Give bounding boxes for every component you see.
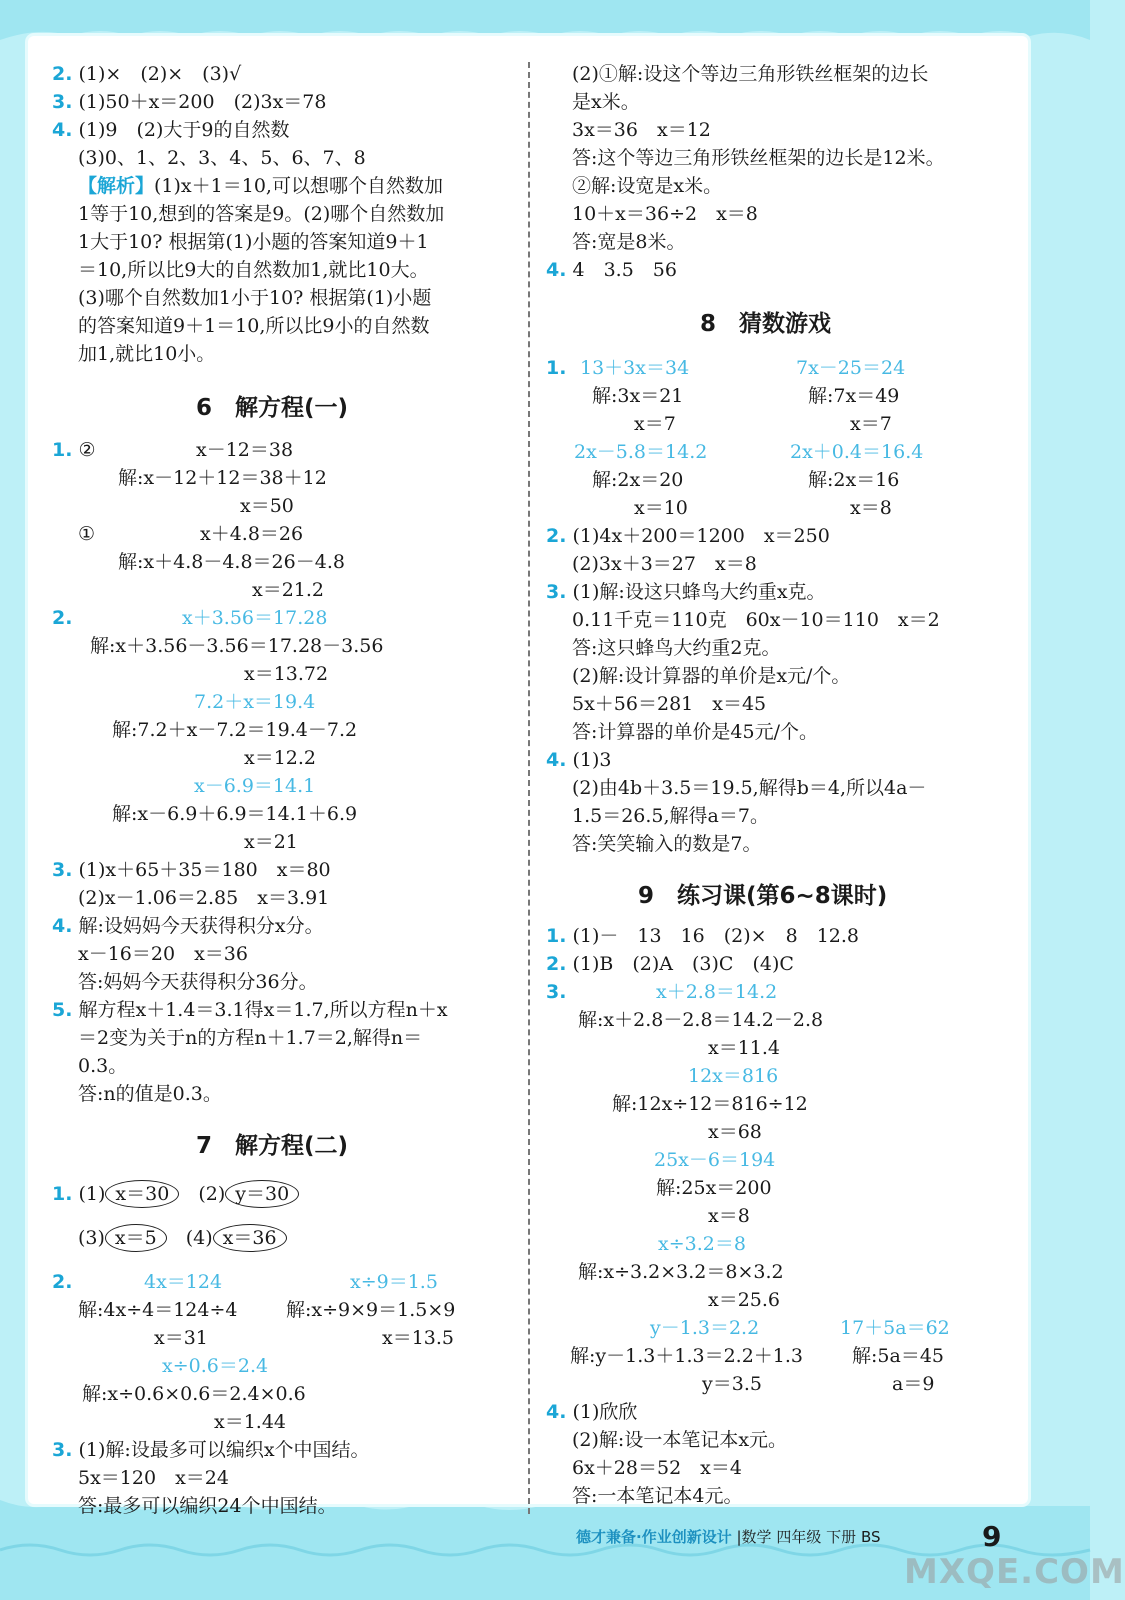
circled-answer: y＝30 bbox=[225, 1180, 299, 1208]
question-number: 5. bbox=[52, 999, 73, 1021]
answer-text: 4 3.5 56 bbox=[572, 259, 677, 281]
question-number-label: 1. bbox=[52, 439, 73, 461]
answer-text: (1)欣欣 bbox=[572, 1401, 638, 1423]
question-3-answer bbox=[52, 858, 331, 882]
answer-text: (1)3 bbox=[572, 749, 612, 771]
solution-result: y＝3.5 bbox=[702, 1373, 762, 1395]
answer-text: (1)解:设最多可以编织x个中国结。 bbox=[78, 1439, 370, 1461]
question-number-label: 2. bbox=[52, 607, 73, 629]
solution-result: x＝25.6 bbox=[708, 1289, 781, 1311]
answer-line: 0.3。 bbox=[78, 1055, 128, 1077]
solution-result: x＝13.72 bbox=[244, 663, 329, 685]
top-wave-border bbox=[0, 0, 1090, 40]
part-label: (3) bbox=[78, 1227, 105, 1249]
answer-text: (1)9 (2)大于9的自然数 bbox=[78, 119, 290, 141]
question-number: 1. bbox=[52, 1183, 73, 1205]
equation: 17＋5a＝62 bbox=[840, 1317, 950, 1339]
solution-result: x＝13.5 bbox=[382, 1327, 455, 1349]
answer-line: 答:宽是8米。 bbox=[572, 231, 686, 253]
answer-line: 10＋x＝36÷2 x＝8 bbox=[572, 203, 758, 225]
analysis-line: 的答案知道9＋1＝10,所以比9小的自然数 bbox=[78, 315, 430, 337]
solution-result: x＝68 bbox=[708, 1121, 762, 1143]
answer-line: 答:笑笑输入的数是7。 bbox=[572, 833, 762, 855]
analysis-line: 1大于10? 根据第(1)小题的答案知道9＋1 bbox=[78, 231, 429, 253]
analysis-line: ＝10,所以比9大的自然数加1,就比10大。 bbox=[78, 259, 429, 281]
question-number bbox=[546, 356, 566, 380]
equation: y－1.3＝2.2 bbox=[650, 1317, 760, 1339]
edition-label: BS bbox=[860, 1528, 881, 1546]
answer-line: 答:计算器的单价是45元/个。 bbox=[572, 721, 818, 743]
solution-result: x＝21 bbox=[244, 831, 298, 853]
watermark: MXQE.COM bbox=[904, 1552, 1125, 1592]
question-number: 4. bbox=[546, 749, 567, 771]
section-title-6: 6 解方程(一) bbox=[196, 395, 349, 421]
solution-step: 解:7x＝49 bbox=[808, 385, 900, 407]
circled-answer: x＝5 bbox=[105, 1224, 167, 1252]
solution-step: 解:5a＝45 bbox=[852, 1345, 944, 1367]
equation: x÷3.2＝8 bbox=[658, 1233, 746, 1255]
equation: 25x－6＝194 bbox=[654, 1149, 776, 1171]
question-number: 4. bbox=[546, 1401, 567, 1423]
analysis-line: 加1,就比10小。 bbox=[78, 343, 216, 365]
solution-result: x＝21.2 bbox=[252, 579, 325, 601]
footer-separator: | bbox=[736, 1528, 742, 1546]
answer-line: x－16＝20 x＝36 bbox=[78, 943, 248, 965]
answer-text: (1)－ 13 16 (2)× 8 12.8 bbox=[572, 925, 859, 947]
question-number: 4. bbox=[546, 259, 567, 281]
question-number: 2. bbox=[546, 525, 567, 547]
section-title-7: 7 解方程(二) bbox=[196, 1133, 349, 1159]
answer-line: 答:一本笔记本4元。 bbox=[572, 1485, 743, 1507]
column-divider bbox=[528, 62, 530, 1514]
circled-answers-row-2 bbox=[78, 1224, 287, 1252]
question-number bbox=[546, 980, 566, 1004]
solution-result: x＝8 bbox=[850, 497, 892, 519]
solution-step: 解:25x＝200 bbox=[656, 1177, 772, 1199]
solution-step: 解:3x＝21 bbox=[592, 385, 684, 407]
question-number: 4. bbox=[52, 119, 73, 141]
solution-step: 解:2x＝16 bbox=[808, 469, 900, 491]
equation: x÷0.6＝2.4 bbox=[162, 1355, 269, 1377]
page-footer bbox=[576, 1526, 881, 1547]
solution-result: a＝9 bbox=[892, 1373, 935, 1395]
answer-text: (1)B (2)A (3)C (4)C bbox=[572, 953, 794, 975]
choice-mark: ① bbox=[78, 523, 96, 545]
solution-result: x＝10 bbox=[634, 497, 688, 519]
circled-answer: x＝30 bbox=[105, 1180, 179, 1208]
solution-step: 解:y－1.3＋1.3＝2.2＋1.3 bbox=[570, 1345, 804, 1367]
question-5-answer bbox=[52, 998, 448, 1022]
answer-line: (2)x－1.06＝2.85 x＝3.91 bbox=[78, 887, 330, 909]
question-number-label: 2. bbox=[52, 1271, 73, 1293]
answer-text: (1)x＋65＋35＝180 x＝80 bbox=[78, 859, 331, 881]
equation: 2x－5.8＝14.2 bbox=[574, 441, 708, 463]
question-2 bbox=[52, 62, 241, 86]
question-number: 4. bbox=[52, 915, 73, 937]
answer-line: (2)解:设计算器的单价是x元/个。 bbox=[572, 665, 851, 687]
answer-line: 是x米。 bbox=[572, 91, 640, 113]
answer-line: 答:最多可以编织24个中国结。 bbox=[78, 1495, 337, 1517]
grade-label: 四年级 bbox=[776, 1528, 822, 1546]
equation: x＋4.8＝26 bbox=[200, 523, 304, 545]
solution-step: 解:4x÷4＝124÷4 bbox=[78, 1299, 238, 1321]
solution-result: x＝7 bbox=[850, 413, 892, 435]
solution-step: 解:x÷9×9＝1.5×9 bbox=[286, 1299, 456, 1321]
question-4 bbox=[52, 118, 290, 142]
section-title-9: 9 练习课(第6~8课时) bbox=[638, 883, 888, 909]
equation: x÷9＝1.5 bbox=[350, 1271, 438, 1293]
answer-line: 答:妈妈今天获得积分36分。 bbox=[78, 971, 318, 993]
part-label: (1) bbox=[78, 1183, 106, 1205]
subject-label: 数学 bbox=[741, 1528, 772, 1546]
question-number: 2. bbox=[546, 953, 567, 975]
equation: x＋2.8＝14.2 bbox=[656, 981, 778, 1003]
answer-line: 6x＋28＝52 x＝4 bbox=[572, 1457, 742, 1479]
question-number: 3. bbox=[52, 859, 73, 881]
answer-line: 0.11千克＝110克 60x－10＝110 x＝2 bbox=[572, 609, 940, 631]
question-number bbox=[52, 606, 72, 630]
answer-text: (1)× (2)× (3)√ bbox=[78, 63, 242, 85]
question-number: 3. bbox=[546, 581, 567, 603]
solution-result: x＝31 bbox=[154, 1327, 208, 1349]
part-label: (2) bbox=[198, 1183, 226, 1205]
solution-result: x＝12.2 bbox=[244, 747, 317, 769]
analysis-text: (1)x＋1＝10,可以想哪个自然数加 bbox=[154, 175, 443, 197]
question-number-label: 1. bbox=[546, 357, 567, 379]
solution-step: 解:x－6.9＋6.9＝14.1＋6.9 bbox=[112, 803, 358, 825]
question-3 bbox=[52, 90, 326, 114]
answer-text: (1)50＋x＝200 (2)3x＝78 bbox=[78, 91, 327, 113]
equation: 2x＋0.4＝16.4 bbox=[790, 441, 924, 463]
answer-line: 5x＋56＝281 x＝45 bbox=[572, 693, 767, 715]
answer-line: (3)0、1、2、3、4、5、6、7、8 bbox=[78, 147, 366, 169]
answer-line: 3x＝36 x＝12 bbox=[572, 119, 711, 141]
solution-step: 解:x＋2.8－2.8＝14.2－2.8 bbox=[578, 1009, 824, 1031]
answer-line: (2)①解:设这个等边三角形铁丝框架的边长 bbox=[572, 63, 929, 85]
solution-result: x＝1.44 bbox=[214, 1411, 287, 1433]
section-title-8: 8 猜数游戏 bbox=[700, 311, 832, 337]
solution-result: x＝50 bbox=[240, 495, 294, 517]
answer-line: 答:n的值是0.3。 bbox=[78, 1083, 222, 1105]
question-4-answer bbox=[52, 914, 324, 938]
question-4-answer bbox=[546, 1400, 637, 1424]
equation: x－6.9＝14.1 bbox=[194, 775, 316, 797]
equation: 7.2＋x＝19.4 bbox=[194, 691, 316, 713]
equation: 12x＝816 bbox=[688, 1065, 779, 1087]
solution-step: 解:x－12＋12＝38＋12 bbox=[118, 467, 327, 489]
question-number: 1. bbox=[546, 925, 567, 947]
solution-step: 解:12x÷12＝816÷12 bbox=[612, 1093, 808, 1115]
answer-line: ②解:设宽是x米。 bbox=[572, 175, 723, 197]
answer-line: 1.5＝26.5,解得a＝7。 bbox=[572, 805, 769, 827]
choice-mark: ② bbox=[78, 439, 96, 461]
analysis-line bbox=[78, 174, 443, 198]
part-label: (4) bbox=[185, 1227, 213, 1249]
equation: 13＋3x＝34 bbox=[580, 357, 690, 379]
answer-line: 5x＝120 x＝24 bbox=[78, 1467, 229, 1489]
analysis-line: 1等于10,想到的答案是9。(2)哪个自然数加 bbox=[78, 203, 445, 225]
answer-text: (1)4x＋200＝1200 x＝250 bbox=[572, 525, 830, 547]
question-number: 3. bbox=[52, 91, 73, 113]
circled-answer: x＝36 bbox=[213, 1224, 287, 1252]
answer-line: (2)解:设一本笔记本x元。 bbox=[572, 1429, 788, 1451]
question-number: 2. bbox=[52, 63, 73, 85]
question-1-answer bbox=[546, 924, 859, 948]
analysis-line: (3)哪个自然数加1小于10? 根据第(1)小题 bbox=[78, 287, 432, 309]
question-4-answer bbox=[546, 258, 677, 282]
answer-text: 解方程x＋1.4＝3.1得x＝1.7,所以方程n＋x bbox=[78, 999, 448, 1021]
equation: x＋3.56＝17.28 bbox=[182, 607, 328, 629]
solution-step: 解:7.2＋x－7.2＝19.4－7.2 bbox=[112, 719, 358, 741]
answer-line: (2)由4b＋3.5＝19.5,解得b＝4,所以4a－ bbox=[572, 777, 927, 799]
solution-step: 解:x÷0.6×0.6＝2.4×0.6 bbox=[82, 1383, 306, 1405]
equation: 4x＝124 bbox=[144, 1271, 223, 1293]
question-number bbox=[52, 438, 96, 462]
answer-text: (1)解:设这只蜂鸟大约重x克。 bbox=[572, 581, 826, 603]
equation: x－12＝38 bbox=[196, 439, 294, 461]
question-2-answer bbox=[546, 524, 830, 548]
series-brand: 德才兼备·作业创新设计 bbox=[576, 1528, 732, 1546]
answer-line: 答:这个等边三角形铁丝框架的边长是12米。 bbox=[572, 147, 945, 169]
question-3-answer bbox=[546, 580, 826, 604]
question-2-answer bbox=[546, 952, 794, 976]
circled-answers-row-1 bbox=[52, 1180, 299, 1208]
analysis-tag: 【解析】 bbox=[78, 175, 155, 197]
solution-step: 解:x÷3.2×3.2＝8×3.2 bbox=[578, 1261, 784, 1283]
answer-line: (2)3x＋3＝27 x＝8 bbox=[572, 553, 757, 575]
question-3-answer bbox=[52, 1438, 370, 1462]
solution-result: x＝8 bbox=[708, 1205, 750, 1227]
page-number: 9 bbox=[982, 1520, 1002, 1553]
solution-step: 解:x＋3.56－3.56＝17.28－3.56 bbox=[90, 635, 384, 657]
solution-step: 解:x＋4.8－4.8＝26－4.8 bbox=[118, 551, 345, 573]
volume-label: 下册 bbox=[826, 1528, 857, 1546]
question-number bbox=[52, 1270, 72, 1294]
question-number-label: 3. bbox=[546, 981, 567, 1003]
equation: 7x－25＝24 bbox=[796, 357, 906, 379]
question-number: 3. bbox=[52, 1439, 73, 1461]
solution-step: 解:2x＝20 bbox=[592, 469, 684, 491]
answer-line: ＝2变为关于n的方程n＋1.7＝2,解得n＝ bbox=[78, 1027, 423, 1049]
question-4-answer bbox=[546, 748, 612, 772]
answer-line: 答:这只蜂鸟大约重2克。 bbox=[572, 637, 781, 659]
answer-text: 解:设妈妈今天获得积分x分。 bbox=[78, 915, 324, 937]
solution-result: x＝7 bbox=[634, 413, 676, 435]
solution-result: x＝11.4 bbox=[708, 1037, 781, 1059]
